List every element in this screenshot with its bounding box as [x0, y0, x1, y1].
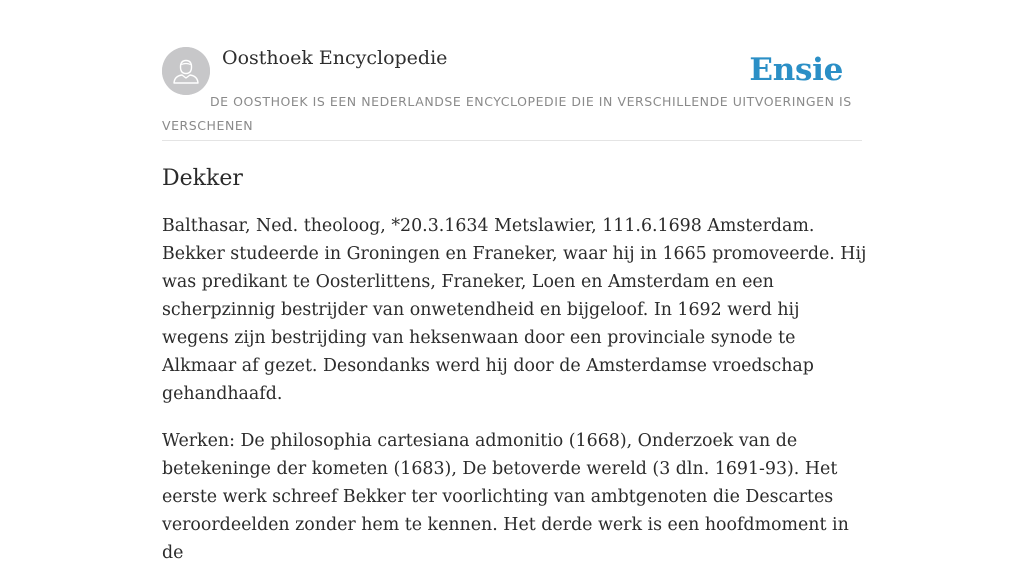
article-paragraph: Werken: De philosophia cartesiana admonitio (1668), Onderzoek van de betekeninge der kometen (1683), De betoverde wereld (3 dln. 1691-93). Het eerste werk schreef Bekker ter voorlichting van ambtgenoten die Descartes veroordeelden zonder hem te kennen. Het derde werk is een hoofdmoment in de: [162, 431, 849, 563]
site-header: [162, 46, 862, 141]
site-tagline: DE OOSTHOEK IS EEN NEDERLANDSE ENCYCLOPEDIE DIE IN VERSCHILLENDE UITVOERINGEN IS VERSCHENEN: [162, 94, 852, 133]
brand-logo[interactable]: Ensie: [749, 52, 843, 88]
site-title[interactable]: Oosthoek Encyclopedie: [222, 47, 448, 69]
article-paragraph: Balthasar, Ned. theoloog, *20.3.1634 Metslawier, 111.6.1698 Amsterdam. Bekker studeerde in Groningen en Franeker, waar hij in 1665 promoveerde. Hij was predikant te Oosterlittens, Franeker, Loen en Amsterdam en een scherpzinnig bestrijder van onwetendheid en bijgeloof. In 1692 werd hij wegens zijn bestrijding van heksenwaan door een provinciale synode te Alkmaar af gezet. Desondanks werd hij door de Amsterdamse vroedschap gehandhaafd.: [162, 216, 867, 404]
user-avatar-icon[interactable]: [162, 47, 210, 95]
article-title: Dekker: [162, 166, 243, 191]
article: [162, 161, 867, 586]
